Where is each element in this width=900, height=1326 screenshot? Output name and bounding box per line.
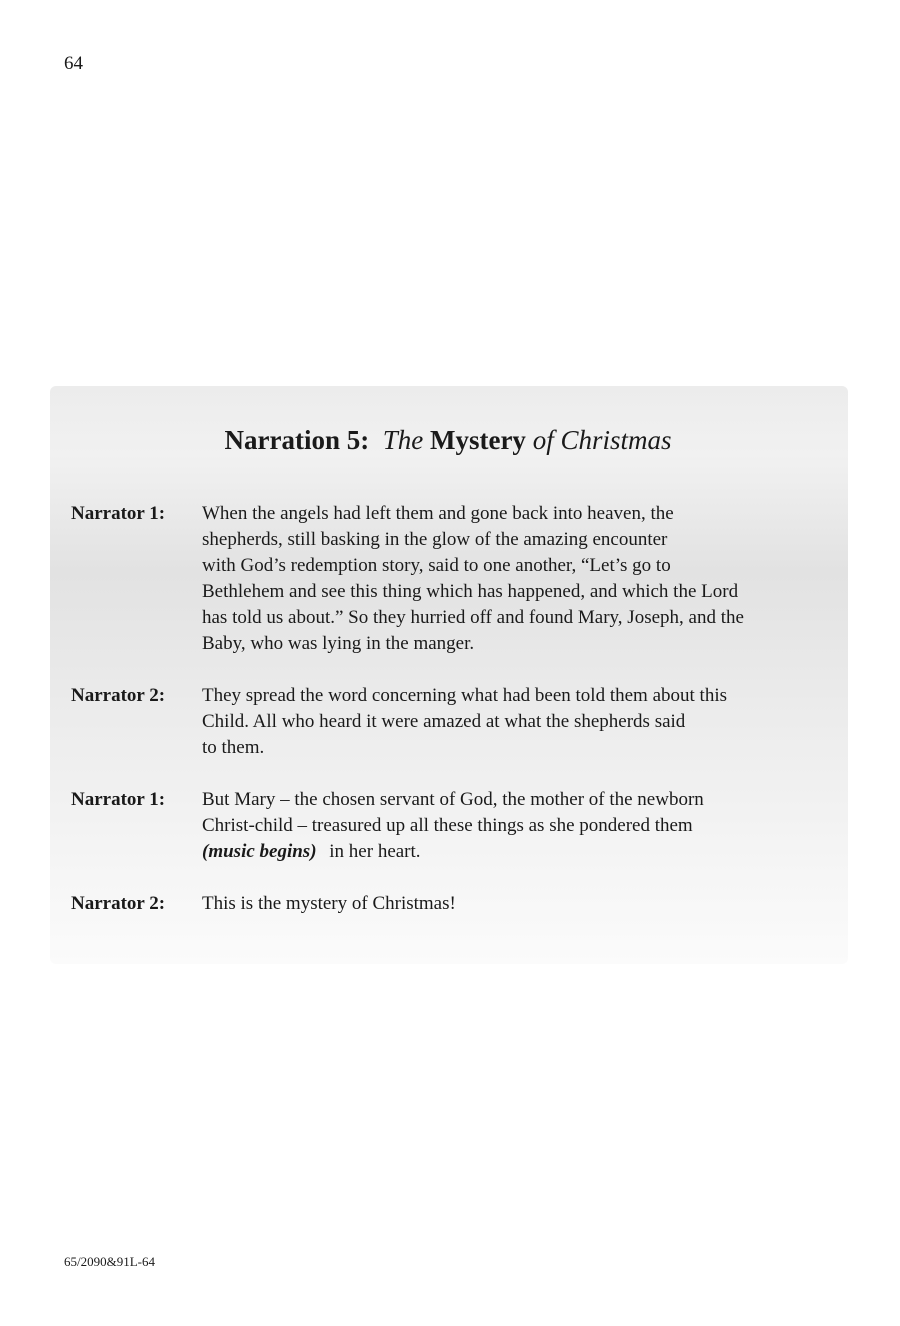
title-mystery: Mystery [429, 425, 526, 455]
speech-text [202, 787, 841, 865]
speech-line: But Mary – the chosen servant of God, the mother of the newborn [202, 789, 704, 810]
dialogue-entry [71, 683, 841, 761]
speech-line: Bethlehem and see this thing which has happened, and which the Lord [202, 581, 739, 602]
speech-line: with God’s redemption story, said to one another, “Let’s go to [202, 555, 671, 576]
speaker-label: Narrator 1: [71, 789, 166, 810]
cue-line-text: in her heart. [329, 841, 421, 862]
speech-text [202, 891, 841, 917]
speaker-label: Narrator 2: [71, 893, 166, 914]
speech-text [202, 501, 841, 657]
dialogue-entry [71, 787, 841, 865]
music-cue: (music begins) [202, 841, 317, 862]
speech-line: shepherds, still basking in the glow of the amazing encounter [202, 529, 668, 550]
speaker-label: Narrator 2: [71, 685, 166, 706]
dialogue-entry [71, 891, 841, 917]
title-the: The [382, 425, 424, 455]
speech-line: When the angels had left them and gone back into heaven, the [202, 503, 674, 524]
speech-line: They spread the word concerning what had been told them about this [202, 685, 727, 706]
speech-line: Child. All who heard it were amazed at what the shepherds said [202, 711, 686, 732]
footer-code: 65/2090&91L-64 [64, 1254, 155, 1269]
title-of-christmas: of Christmas [532, 425, 672, 455]
speaker-label: Narrator 1: [71, 503, 166, 524]
speech-line: has told us about.” So they hurried off and found Mary, Joseph, and the [202, 607, 744, 628]
dialogue [71, 501, 841, 943]
speech-line-with-cue [202, 839, 841, 865]
title-prefix: Narration 5: [224, 425, 370, 455]
dialogue-entry [71, 501, 841, 657]
speech-line: This is the mystery of Christmas! [202, 893, 456, 914]
narration-title [0, 423, 896, 457]
speech-line: Christ-child – treasured up all these things as she pondered them [202, 815, 693, 836]
speech-line: to them. [202, 737, 265, 758]
page-number: 64 [64, 53, 83, 74]
speech-line: Baby, who was lying in the manger. [202, 633, 475, 654]
speech-text [202, 683, 841, 761]
